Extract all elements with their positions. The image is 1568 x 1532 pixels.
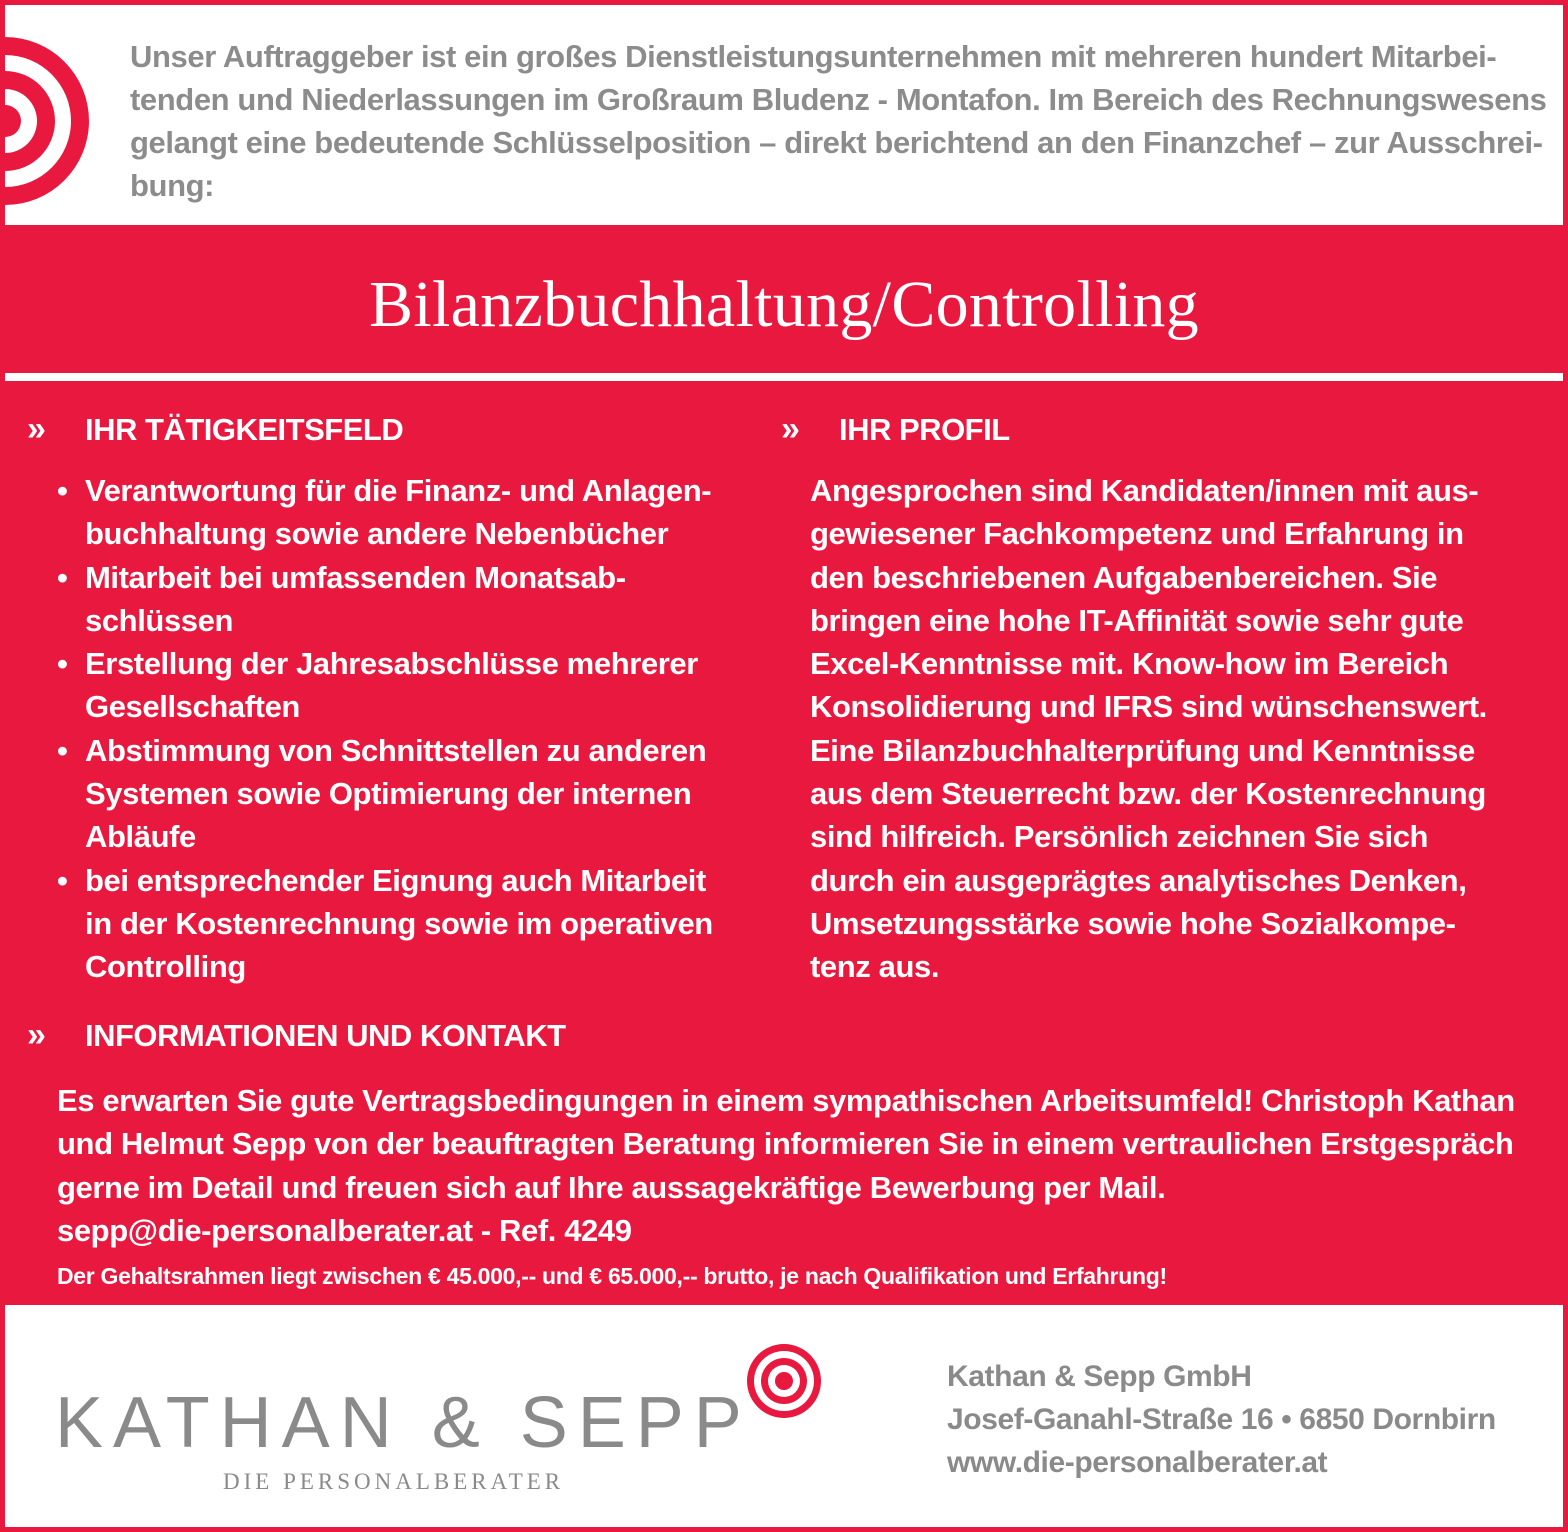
info-paragraph bbox=[57, 1079, 1547, 1252]
profile-line: gewiesener Fachkompetenz und Erfahrung in bbox=[810, 516, 1464, 552]
task-line: Controlling bbox=[85, 949, 246, 985]
profile-line: den beschriebenen Aufgabenbereichen. Sie bbox=[810, 559, 1438, 595]
contact-email-line: sepp@die-personalberater.at - Ref. 4249 bbox=[57, 1212, 632, 1248]
title-band bbox=[5, 225, 1563, 373]
bullet-icon: • bbox=[57, 646, 68, 682]
company-logo-subtitle: DIE PERSONALBERATER bbox=[223, 1469, 565, 1494]
task-line: Erstellung der Jahresabschlüsse mehrerer bbox=[85, 646, 698, 682]
profile-line: Konsolidierung und IFRS sind wünschenswert. bbox=[810, 689, 1487, 725]
profile-line: bringen eine hohe IT-Affinität sowie sehr gute bbox=[810, 602, 1464, 638]
task-line: Abläufe bbox=[85, 819, 196, 855]
chevron-right-icon: » bbox=[27, 410, 46, 448]
intro-line: Unser Auftraggeber ist ein großes Dienstleistungsunternehmen mit mehreren hundert Mitarbei- bbox=[130, 39, 1497, 74]
profile-line: aus dem Steuerrecht bzw. der Kostenrechnung bbox=[810, 776, 1486, 812]
contact-block bbox=[947, 1355, 1496, 1484]
list-item bbox=[57, 642, 777, 729]
intro-line: bung: bbox=[130, 168, 215, 203]
chevron-right-icon: » bbox=[27, 1016, 46, 1054]
task-line: Verantwortung für die Finanz- und Anlagen- bbox=[85, 473, 712, 508]
info-heading-label: INFORMATIONEN UND KONTAKT bbox=[85, 1018, 566, 1053]
website-link[interactable]: www.die-personalberater.at bbox=[947, 1446, 1328, 1479]
list-item bbox=[57, 556, 777, 643]
target-icon bbox=[0, 33, 95, 209]
tasks-heading-label: IHR TÄTIGKEITSFELD bbox=[85, 412, 404, 447]
list-item bbox=[57, 729, 777, 859]
info-heading bbox=[27, 1015, 566, 1056]
task-line: Gesellschaften bbox=[85, 689, 300, 725]
info-line: und Helmut Sepp von der beauftragten Beratung informieren Sie in einem vertraulichen Erstgespräch bbox=[57, 1126, 1514, 1162]
profile-heading-label: IHR PROFIL bbox=[839, 412, 1010, 447]
list-item bbox=[57, 859, 777, 989]
divider bbox=[5, 373, 1563, 381]
job-title: Bilanzbuchhaltung/Controlling bbox=[369, 268, 1199, 341]
tasks-list bbox=[57, 469, 777, 989]
bullet-icon: • bbox=[57, 559, 68, 595]
bullet-icon: • bbox=[57, 473, 68, 508]
profile-line: Excel-Kenntnisse mit. Know-how im Bereich bbox=[810, 646, 1449, 682]
company-logo-text: KATHAN & SEPP bbox=[55, 1383, 752, 1463]
profile-line: Umsetzungsstärke sowie hohe Sozialkompe- bbox=[810, 905, 1456, 941]
profile-line: Eine Bilanzbuchhalterprüfung und Kenntnisse bbox=[810, 732, 1475, 768]
salary-note: Der Gehaltsrahmen liegt zwischen € 45.000,-- und € 65.000,-- brutto, je nach Qualifikation und Erfahrung! bbox=[57, 1263, 1167, 1289]
profile-line: Angesprochen sind Kandidaten/innen mit aus- bbox=[810, 473, 1479, 508]
task-line: Systemen sowie Optimierung der internen bbox=[85, 776, 692, 812]
task-line: buchhaltung sowie andere Nebenbücher bbox=[85, 516, 669, 552]
profile-paragraph bbox=[810, 469, 1550, 989]
bullet-icon: • bbox=[57, 862, 68, 898]
intro-paragraph bbox=[130, 35, 1547, 207]
list-item bbox=[57, 469, 777, 556]
tasks-heading bbox=[27, 409, 403, 450]
footer bbox=[5, 1305, 1563, 1527]
info-line: gerne im Detail und freuen sich auf Ihre aussagekräftige Bewerbung per Mail. bbox=[57, 1169, 1166, 1205]
task-line: in der Kostenrechnung sowie im operativen bbox=[85, 905, 713, 941]
info-line: Es erwarten Sie gute Vertragsbedingungen in einem sympathischen Arbeitsumfeld! Christoph Kathan bbox=[57, 1083, 1515, 1118]
profile-heading bbox=[781, 409, 1010, 450]
profile-line: sind hilfreich. Persönlich zeichnen Sie sich bbox=[810, 819, 1429, 855]
profile-line: tenz aus. bbox=[810, 949, 940, 985]
intro-line: gelangt eine bedeutende Schlüsselposition – direkt berichtend an den Finanzchef – zur Ausschrei- bbox=[130, 125, 1543, 160]
details-section bbox=[5, 381, 1563, 1305]
bullet-icon: • bbox=[57, 732, 68, 768]
company-address: Josef-Ganahl-Straße 16 • 6850 Dornbirn bbox=[947, 1403, 1496, 1436]
profile-line: durch ein ausgeprägtes analytisches Denken, bbox=[810, 862, 1467, 898]
company-name: Kathan & Sepp GmbH bbox=[947, 1360, 1252, 1393]
task-line: Mitarbeit bei umfassenden Monatsab- bbox=[85, 559, 626, 595]
intro-line: tenden und Niederlassungen im Großraum Bludenz - Montafon. Im Bereich des Rechnungswesens bbox=[130, 82, 1547, 117]
intro-section bbox=[5, 5, 1563, 223]
logo-target-icon bbox=[746, 1343, 822, 1419]
chevron-right-icon: » bbox=[781, 410, 800, 448]
task-line: bei entsprechender Eignung auch Mitarbeit bbox=[85, 862, 706, 898]
task-line: schlüssen bbox=[85, 602, 234, 638]
task-line: Abstimmung von Schnittstellen zu anderen bbox=[85, 732, 707, 768]
